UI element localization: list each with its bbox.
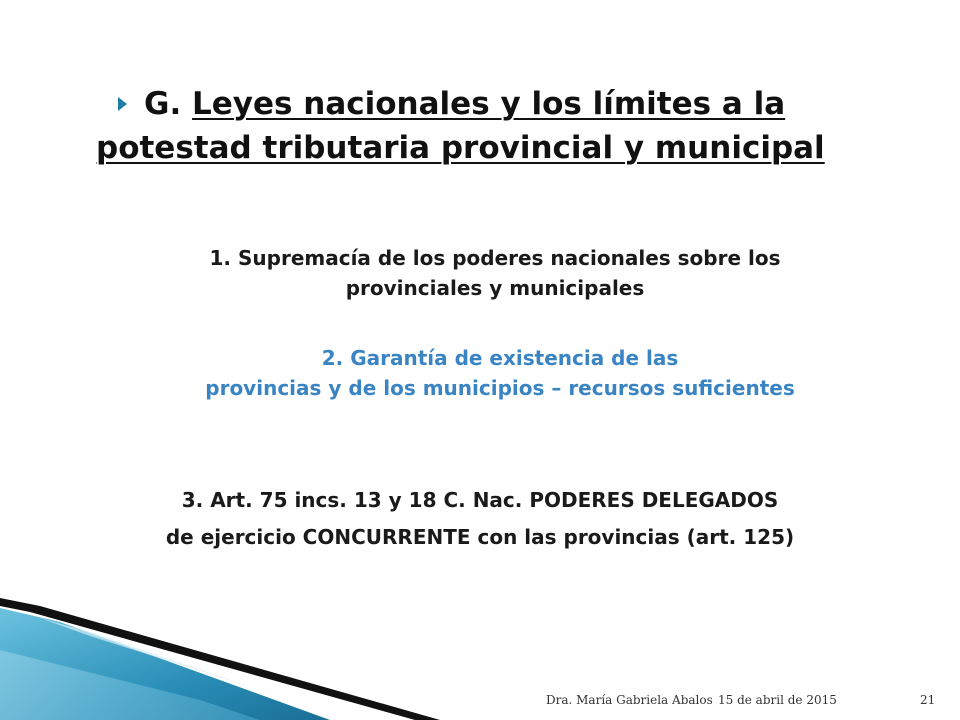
item-2 [110, 343, 890, 403]
item-2-line-1: 2. Garantía de existencia de las [321, 346, 679, 370]
title-prefix: G. [144, 86, 193, 122]
item-1-line-1: 1. Supremacía de los poderes nacionales sobre los [209, 246, 781, 270]
slide-title [96, 82, 916, 170]
item-3-line-2: de ejercicio CONCURRENTE con las provincias (art. 125) [165, 525, 795, 549]
title-underlined-1: Leyes nacionales y los límites a la [192, 86, 786, 122]
item-3-line-1: 3. Art. 75 incs. 13 y 18 C. Nac. PODERES DELEGADOS [181, 488, 779, 512]
title-line-1 [96, 82, 916, 126]
footer-page-number: 21 [920, 693, 936, 707]
item-3 [40, 482, 920, 556]
item-1-line-2: provinciales y municipales [345, 276, 645, 300]
footer-date: 15 de abril de 2015 [718, 693, 837, 707]
triangle-right-icon [118, 97, 127, 111]
item-1 [100, 243, 890, 303]
footer-author: Dra. María Gabriela Abalos [546, 693, 713, 707]
item-2-line-2: provincias y de los municipios – recursos suficientes [205, 376, 795, 400]
title-line-2: potestad tributaria provincial y municipal [96, 130, 825, 166]
